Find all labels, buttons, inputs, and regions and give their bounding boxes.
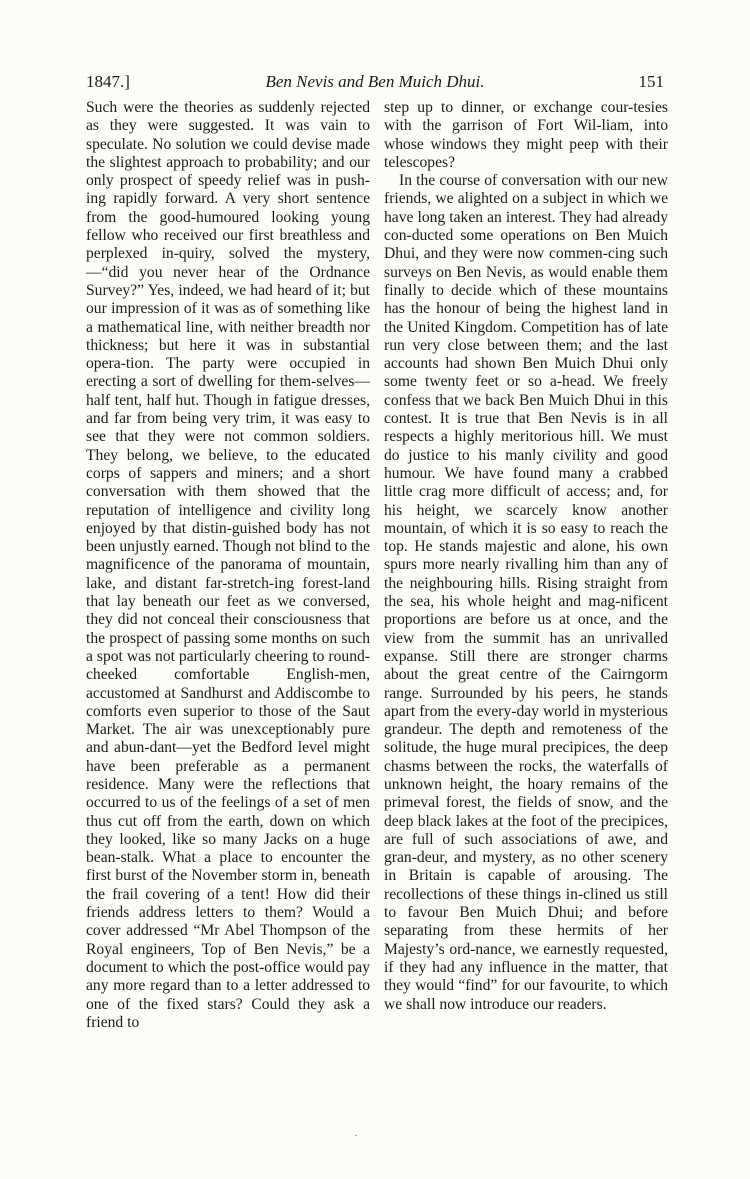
- page-header: [86, 72, 664, 96]
- paragraph: In the course of conversation with our new friends, we alighted on a subject in which we have long taken an interest. They had already con-ducted some operations on Ben Muich Dhui, and they were now commen-cing such surveys on Ben Nevis, as would enable them finally to decide which of these mountains has the honour of being the highest land in the United Kingdom. Competition has of late run very close between them; and the last accounts had shown Ben Muich Dhui only some twenty feet or so a-head. We freely confess that we back Ben Muich Dhui in this contest. It is true that Ben Nevis is in all respects a highly meritorious hill. We must do justice to his manly civility and good humour. We have found many a crabbed little crag more difficult of access; and, for his height, we scarcely know another mountain, of which it is so easy to reach the top. He stands majestic and alone, his own spurs more nearly rivalling him than any of the neighbouring hills. Rising straight from the sea, his whole height and mag-nificent proportions are before us at once, and the view from the summit has an unrivalled expanse. Still there are stronger charms about the great centre of the Cairngorm range. Surrounded by his peers, he stands apart from the every-day world in mysterious grandeur. The depth and remoteness of the solitude, the huge mural precipices, the deep chasms between the rocks, the waterfalls of unknown height, the hoary remains of the primeval forest, the fields of snow, and the deep black lakes at the foot of the precipices, are full of such associations of awe, and gran-deur, and mystery, as no other scenery in Britain is capable of arousing. The recollections of these things in-clined us still to favour Ben Muich Dhui; and before separating from these hermits of her Majesty’s ord-nance, we earnestly requested, if they had any influence in the matter, that they would “find” for our favourite, to which we shall now introduce our readers.: [384, 172, 668, 1013]
- header-year: 1847.]: [86, 72, 130, 91]
- left-column: [86, 99, 370, 1032]
- running-title: Ben Nevis and Ben Muich Dhui.: [265, 72, 485, 91]
- page-number: 151: [638, 72, 664, 91]
- paragraph: Such were the theories as suddenly rejected as they were suggested. It was vain to speculate. No solution we could devise made the slightest approach to probability; and our only prospect of speedy relief was in push-ing rapidly forward. A very short sentence from the good-humoured looking young fellow who received our first breathless and perplexed in-quiry, solved the mystery,—“did you never hear of the Ordnance Survey?” Yes, indeed, we had heard of it; but our impression of it was as of something like a mathematical line, with neither breadth nor thickness; but here it was in substantial opera-tion. The party were occupied in erecting a sort of dwelling for them-selves—half tent, half hut. Though in fatigue dresses, and far from being very trim, it was easy to see that they were not common soldiers. They belong, we believe, to the educated corps of sappers and miners; and a short conversation with them showed that the reputation of intelligence and civility long enjoyed by that distin-guished body has not been unjustly earned. Though not blind to the magnificence of the panorama of mountain, lake, and distant far-stretch-ing forest-land that lay beneath our feet as we conversed, they did not conceal their consciousness that the prospect of passing some months on such a spot was not particularly cheering to round-cheeked comfortable English-men, accustomed at Sandhurst and Addiscombe to comforts even superior to those of the Saut Market. The air was unexceptionably pure and abun-dant—yet the Bedford level might have been preferable as a permanent residence. Many were the reflections that occurred to us of the feelings of a set of men thus cut off from the earth, down on which they looked, like so many Jacks on a huge bean-stalk. What a place to encounter the first burst of the November storm in, beneath the frail covering of a tent! How did their friends address letters to them? Would a cover addressed “Mr Abel Thompson of the Royal engineers, Top of Ben Nevis,” be a document to which the post-office would pay any more regard than to a letter addressed to one of the fixed stars? Could they ask a friend to: [86, 99, 370, 1031]
- right-column: [384, 99, 668, 1014]
- paragraph: step up to dinner, or exchange cour-tesies with the garrison of Fort Wil-liam, into whose windows they might peep with their telescopes?: [384, 99, 668, 171]
- footer-mark: ·: [354, 1128, 358, 1142]
